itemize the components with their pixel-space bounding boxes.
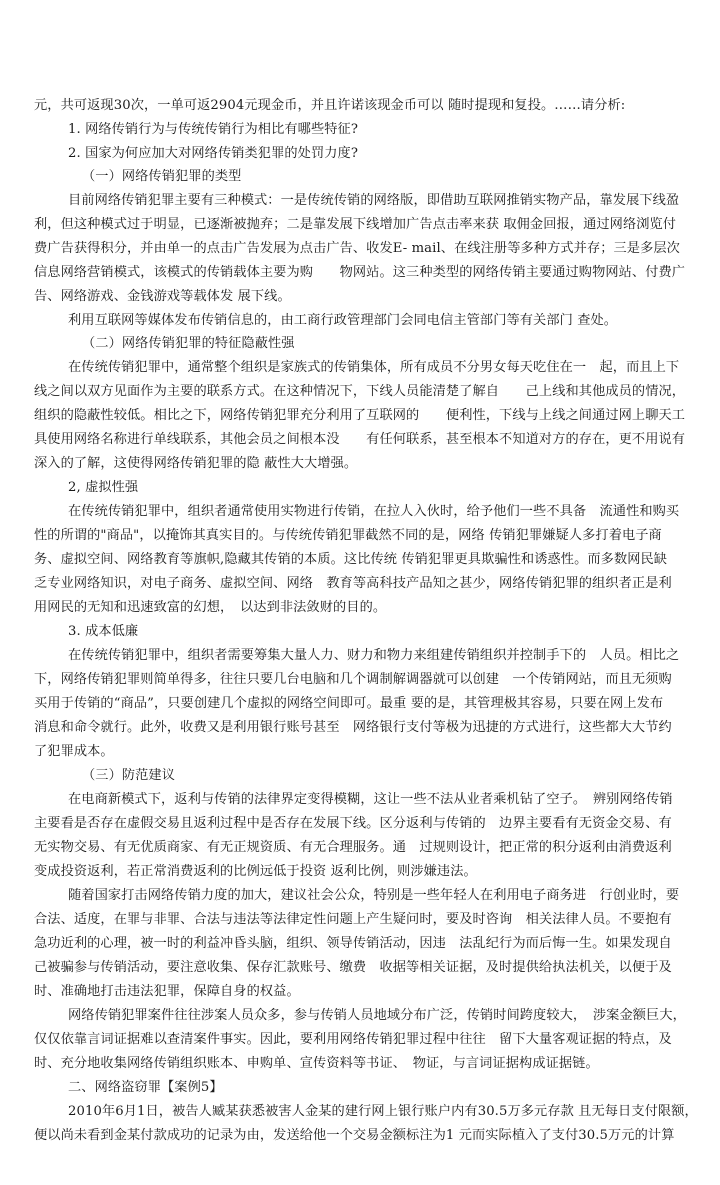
- text-line: 信息网络营销模式，该模式的传销载体主要为购 物网站。这三种类型的网络传销主要通过购物网站、付费广: [34, 265, 686, 280]
- section-heading: 二、网络盗窃罪【案例5】: [68, 1080, 223, 1095]
- text-line: 利，但这种模式过于明显，已逐渐被抛弃；二是靠发展下线增加广告点击率来获 取佣金回报，通过网络浏览付: [34, 217, 677, 232]
- text-line: 便以尚未看到金某付款成功的记录为由，发送给他一个交易金额标注为1 元而实际植入了支付30.5万元的计算: [34, 1128, 675, 1143]
- text-line: 在传统传销犯罪中，组织者通常使用实物进行传销，在拉人入伙时，给予他们一些不具备 流通性和购买: [68, 504, 680, 519]
- subheading: 3. 成本低廉: [68, 624, 139, 639]
- text-line: 在电商新模式下，返利与传销的法律界定变得模糊，这让一些不法从业者乘机钻了空子。 辨别网络传销: [68, 792, 673, 807]
- section-heading: （三）防范建议: [82, 768, 176, 783]
- text-line: 线之间以双方见面作为主要的联系方式。在这种情况下，下线人员能清楚了解自 己上线和其他成员的情况，: [34, 384, 686, 399]
- text-line: 费广告获得积分，并由单一的点击广告发展为点击广告、收发E- mail、在线注册等多种方式并存；三是多层次: [34, 241, 680, 256]
- text-line: 合法、适度，在罪与非罪、合法与违法等法律定性问题上产生疑问时，要及时咨询 相关法律人员。不要抱有: [34, 912, 672, 927]
- text-line: 性的所谓的"商品"，以掩饰其真实目的。与传统传销犯罪截然不同的是，网络 传销犯罪嫌疑人多打着电子商: [34, 528, 662, 543]
- text-line: 告、网络游戏、金钱游戏等载体发 展下线。: [34, 289, 291, 304]
- text-line: 急功近利的心理，被一时的利益冲昏头脑，组织、领导传销活动，因违 法乱纪行为而后悔一生。如果发现自: [34, 936, 672, 951]
- question-item: 1. 网络传销行为与传统传销行为相比有哪些特征?: [68, 122, 358, 137]
- text-line: 己被骗参与传销活动，要注意收集、保存汇款账号、缴费 收据等相关证据，及时提供给执法机关，以便于及: [34, 960, 672, 975]
- text-line: 务、虚拟空间、网络教育等旗帜,隐藏其传销的本质。这比传统 传销犯罪更具欺骗性和诱惑性。而多数网民缺: [34, 552, 668, 567]
- text-line: 在传统传销犯罪中，通常整个组织是家族式的传销集体，所有成员不分男女每天吃住在一 起，而且上下: [68, 360, 680, 375]
- section-heading: （二）网络传销犯罪的特征隐蔽性强: [82, 336, 295, 351]
- text-line: 无实物交易、有无优质商家、有无正规资质、有无合理服务。通 过规则设计，把正常的积分返利由消费返利: [34, 840, 672, 855]
- text-line: 了犯罪成本。: [34, 744, 114, 759]
- text-line: 随着国家打击网络传销力度的加大，建议社会公众，特别是一些年轻人在利用电子商务进 行创业时，要: [68, 888, 680, 903]
- question-item: 2. 国家为何应加大对网络传销类犯罪的处罚力度?: [68, 146, 358, 161]
- text-line: 消息和命令就行。此外，收费又是利用银行账号甚至 网络银行支付等极为迅捷的方式进行，这些都大大节约: [34, 720, 672, 735]
- text-line: 在传统传销犯罪中，组织者需要筹集大量人力、财力和物力来组建传销组织并控制手下的 人员。相比之: [68, 648, 680, 663]
- text-line: 元，共可返现30次，一单可返2904元现金币，并且许诺该现金币可以 随时提现和复投。……请分析:: [34, 98, 626, 113]
- text-line: 仅仅依靠言词证据难以查清案件事实。因此，要利用网络传销犯罪过程中往往 留下大量客观证据的特点，及: [34, 1032, 672, 1047]
- section-heading: （一）网络传销犯罪的类型: [82, 169, 242, 184]
- subheading: 2, 虚拟性强: [68, 480, 139, 495]
- text-line: 目前网络传销犯罪主要有三种模式：一是传统传销的网络版，即借助互联网推销实物产品，靠发展下线盈: [68, 193, 680, 208]
- text-line: 主要看是否存在虚假交易且返利过程中是否存在发展下线。区分返利与传销的 边界主要看有无资金交易、有: [34, 816, 672, 831]
- text-line: 组织的隐蔽性较低。相比之下，网络传销犯罪充分利用了互联网的 便利性，下线与上线之间通过网上聊天工: [34, 408, 686, 423]
- text-line: 时、准确地打击违法犯罪，保障自身的权益。: [34, 984, 300, 999]
- text-line: 2010年6月1日，被告人臧某获悉被害人金某的建行网上银行账户内有30.5万多元存款 且无每日支付限额，: [68, 1104, 698, 1119]
- text-line: 变成投资返利，若正常消费返利的比例远低于投资 返利比例，则涉嫌违法。: [34, 864, 477, 879]
- text-line: 买用于传销的“商品”，只要创建几个虚拟的网络空间即可。最重 要的是，其管理极其容易，只要在网上发布: [34, 696, 664, 711]
- text-line: 时、充分地收集网络传销组织账本、申购单、宣传资料等书证、 物证，与言词证据构成证据链。: [34, 1056, 599, 1071]
- text-line: 乏专业网络知识，对电子商务、虚拟空间、网络 教育等高科技产品知之甚少，网络传销犯罪的组织者正是利: [34, 576, 672, 591]
- text-line: 用网民的无知和迅速致富的幻想， 以达到非法敛财的目的。: [34, 600, 387, 615]
- text-line: 网络传销犯罪案件往往涉案人员众多，参与传销人员地域分布广泛，传销时间跨度较大， 涉案金额巨大，: [68, 1008, 686, 1023]
- text-line: 下，网络传销犯罪则简单得多，往往只要几台电脑和几个调制解调器就可以创建 一个传销网站，而且无须购: [34, 672, 672, 687]
- text-line: 利用互联网等媒体发布传销信息的，由工商行政管理部门会同电信主管部门等有关部门 查处。: [68, 313, 618, 328]
- text-line: 具使用网络名称进行单线联系，其他会员之间根本没 有任何联系，甚至根本不知道对方的存在，更不用说有: [34, 432, 686, 447]
- text-line: 深入的了解，这使得网络传销犯罪的隐 蔽性大大增强。: [34, 456, 358, 471]
